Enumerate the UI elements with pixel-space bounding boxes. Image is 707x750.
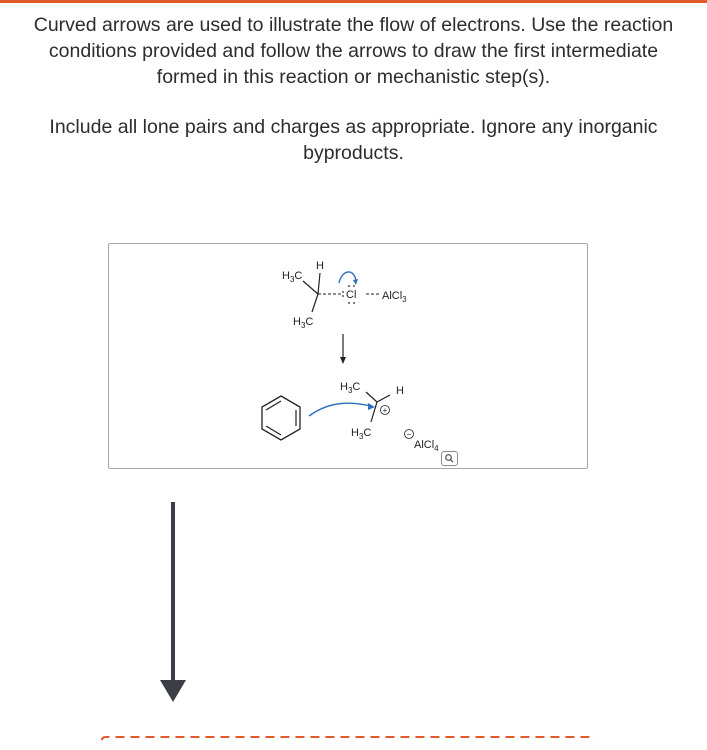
curved-arrow-1-head	[353, 279, 358, 285]
reactant-molecule	[282, 260, 407, 330]
down-arrow-icon	[158, 502, 188, 704]
intermediate-h3c-bottom: $H_3C$	[351, 427, 372, 441]
top-accent-bar	[0, 0, 707, 3]
instruction-paragraph-2	[0, 114, 707, 166]
intermediate-h-label: H	[396, 385, 404, 397]
curved-arrow-2	[309, 403, 371, 416]
carbocation	[340, 381, 404, 441]
reaction-scheme-drawing	[109, 244, 587, 468]
tetrachloroaluminate-anion	[405, 430, 440, 454]
instruction-line: byproducts.	[303, 142, 404, 164]
curved-arrow-1	[339, 272, 356, 283]
positive-charge-sign: +	[382, 406, 388, 415]
magnifier-icon	[442, 452, 457, 465]
answer-drawing-area[interactable]	[100, 730, 596, 750]
chlorine-atom: Cl	[346, 289, 357, 301]
reactant-h3c-top-label: $H_3C$	[282, 270, 303, 284]
alcl4-label: AlCl$_4$	[414, 439, 439, 453]
reactant-h3c-bottom: $H_3C$	[293, 316, 314, 330]
instruction-line: conditions provided and follow the arrows to draw the first intermediate	[48, 40, 659, 62]
negative-charge-sign: −	[406, 430, 412, 439]
reaction-scheme-panel	[108, 243, 588, 469]
reactant-h-label: H	[316, 260, 324, 272]
intermediate-h3c-top: $H_3C$	[340, 381, 361, 395]
alcl3-label: AlCl$_3$	[382, 290, 407, 304]
instruction-line: Curved arrows are used to illustrate the flow of electrons. Use the reaction	[33, 14, 674, 36]
instruction-line: formed in this reaction or mechanistic step(s).	[156, 66, 551, 88]
reactant-h3c-top	[282, 270, 302, 284]
curved-arrow-2-head	[368, 403, 375, 410]
zoom-button[interactable]	[441, 451, 458, 466]
instruction-paragraph-1	[0, 12, 707, 90]
benzene-ring	[262, 396, 300, 440]
instruction-line: Include all lone pairs and charges as appropriate. Ignore any inorganic	[49, 116, 658, 138]
reaction-arrow	[340, 334, 346, 364]
question-prompt	[0, 12, 707, 166]
